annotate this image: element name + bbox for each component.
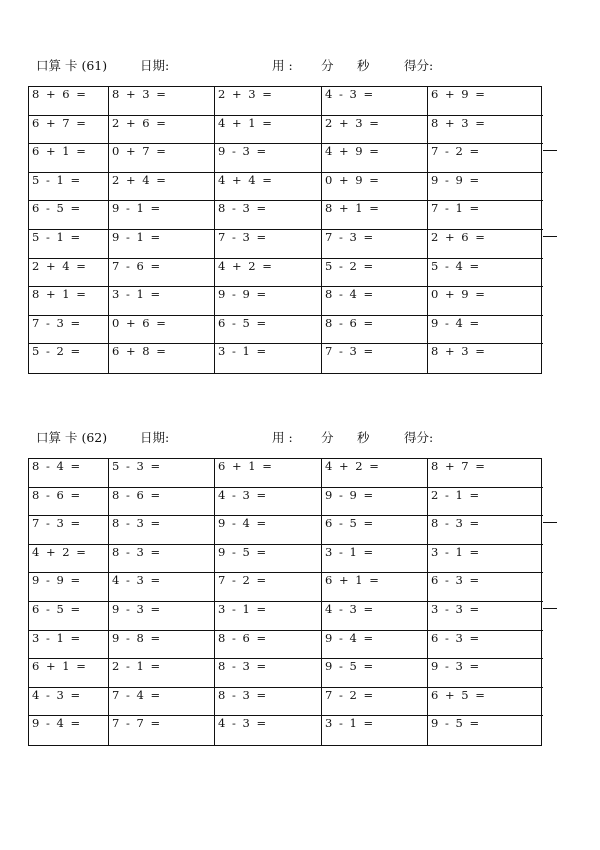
problem-cell: 8 - 3 =: [215, 659, 322, 688]
margin-tick: [543, 608, 557, 609]
card-title: 口算 卡 (62): [36, 430, 108, 445]
problem-cell: 6 - 3 =: [428, 631, 543, 660]
problem-cell: 9 - 3 =: [109, 602, 215, 631]
time-used-label: 用 :: [272, 58, 293, 73]
problem-cell: 7 - 3 =: [322, 344, 428, 373]
problem-cell: 9 - 1 =: [109, 230, 215, 259]
problem-cell: 2 - 1 =: [428, 488, 543, 517]
problem-cell: 8 - 4 =: [322, 287, 428, 316]
problem-cell: 7 - 3 =: [29, 516, 109, 545]
problem-cell: 3 - 1 =: [322, 545, 428, 574]
problem-cell: 4 + 9 =: [322, 144, 428, 173]
problem-cell: 8 - 6 =: [29, 488, 109, 517]
problem-cell: 8 - 3 =: [109, 516, 215, 545]
problem-cell: 7 - 3 =: [215, 230, 322, 259]
problem-cell: 2 + 4 =: [109, 173, 215, 202]
problem-cell: 4 - 3 =: [215, 716, 322, 745]
problem-cell: 7 - 3 =: [322, 230, 428, 259]
problem-cell: 8 - 6 =: [109, 488, 215, 517]
problem-cell: 8 + 1 =: [322, 201, 428, 230]
problem-cell: 9 - 4 =: [428, 316, 543, 345]
problem-grid: [28, 458, 542, 746]
problem-cell: 8 - 3 =: [109, 545, 215, 574]
seconds-label: 秒: [357, 430, 370, 445]
problem-cell: 2 - 1 =: [109, 659, 215, 688]
problem-cell: 7 - 2 =: [322, 688, 428, 717]
margin-tick: [543, 150, 557, 151]
problem-cell: 4 + 1 =: [215, 116, 322, 145]
card-title: 口算 卡 (61): [36, 58, 108, 73]
problem-cell: 9 - 4 =: [29, 716, 109, 745]
problem-cell: 4 - 3 =: [215, 488, 322, 517]
problem-cell: 9 - 5 =: [322, 659, 428, 688]
problem-cell: 8 + 7 =: [428, 459, 543, 488]
arithmetic-card-61: [28, 56, 542, 374]
problem-cell: 6 + 1 =: [29, 144, 109, 173]
problem-grid: [28, 86, 542, 374]
problem-cell: 9 - 3 =: [428, 659, 543, 688]
score-label: 得分:: [404, 58, 434, 73]
problem-cell: 8 - 6 =: [322, 316, 428, 345]
problem-cell: 9 - 5 =: [431, 716, 481, 731]
problem-cell: 9 - 3 =: [215, 144, 322, 173]
problem-cell: 4 + 2 =: [29, 545, 109, 574]
problem-cell: 4 + 2 =: [215, 259, 322, 288]
problem-cell: 6 - 5 =: [215, 316, 322, 345]
problem-cell: 4 - 3 =: [109, 573, 215, 602]
problem-cell: 8 + 1 =: [29, 287, 109, 316]
problem-cell: 3 - 1 =: [29, 631, 109, 660]
problem-cell: 3 - 1 =: [109, 287, 215, 316]
problem-cell: 5 - 3 =: [109, 459, 215, 488]
problem-cell: 9 - 8 =: [109, 631, 215, 660]
problem-cell: 9 - 9 =: [322, 488, 428, 517]
problem-cell: 7 - 3 =: [29, 316, 109, 345]
problem-cell: 2 + 3 =: [215, 87, 322, 116]
problem-cell: 6 + 9 =: [428, 87, 543, 116]
problem-cell: 6 + 1 =: [29, 659, 109, 688]
time-used-label: 用 :: [272, 430, 293, 445]
problem-cell: 2 + 4 =: [29, 259, 109, 288]
problem-cell: 6 + 5 =: [428, 688, 543, 717]
card-header: [28, 56, 542, 86]
score-label: 得分:: [404, 430, 434, 445]
problem-cell: 8 + 3 =: [109, 87, 215, 116]
problem-cell: 7 - 4 =: [109, 688, 215, 717]
problem-cell: 8 + 3 =: [428, 116, 543, 145]
problem-cell: 5 - 2 =: [322, 259, 428, 288]
problem-cell: 7 - 2 =: [428, 144, 543, 173]
problem-cell: 9 - 9 =: [428, 173, 543, 202]
card-header: [28, 428, 542, 458]
problem-cell: 0 + 9 =: [428, 287, 543, 316]
problem-cell: 4 - 3 =: [322, 602, 428, 631]
problem-cell: 6 + 1 =: [215, 459, 322, 488]
problem-cell: 2 + 3 =: [322, 116, 428, 145]
problem-cell: 2 + 6 =: [428, 230, 543, 259]
date-label: 日期:: [140, 430, 170, 445]
problem-cell: 5 - 4 =: [428, 259, 543, 288]
problem-cell: 8 - 3 =: [215, 688, 322, 717]
minutes-label: 分: [321, 58, 334, 73]
problem-cell: 8 + 6 =: [29, 87, 109, 116]
problem-cell: 6 + 1 =: [322, 573, 428, 602]
problem-cell: 9 - 9 =: [29, 573, 109, 602]
problem-cell: 5 - 1 =: [29, 230, 109, 259]
problem-cell: 0 + 6 =: [109, 316, 215, 345]
problem-cell: 8 - 3 =: [428, 516, 543, 545]
problem-cell: 9 - 4 =: [322, 631, 428, 660]
problem-cell: 3 - 3 =: [428, 602, 543, 631]
problem-cell: 9 - 9 =: [215, 287, 322, 316]
margin-tick: [543, 522, 557, 523]
problem-cell: 9 - 1 =: [109, 201, 215, 230]
problem-cell: 8 - 4 =: [29, 459, 109, 488]
problem-cell: 2 + 6 =: [109, 116, 215, 145]
problem-cell: 4 + 4 =: [215, 173, 322, 202]
problem-cell: 4 - 3 =: [322, 87, 428, 116]
problem-cell: 6 + 8 =: [109, 344, 215, 373]
problem-cell: 6 + 7 =: [29, 116, 109, 145]
margin-tick: [543, 236, 557, 237]
problem-cell: 9 - 4 =: [215, 516, 322, 545]
problem-cell: 3 - 1 =: [215, 602, 322, 631]
problem-cell: 7 - 6 =: [109, 259, 215, 288]
problem-cell: 9 - 5 =: [215, 545, 322, 574]
problem-cell: 7 - 1 =: [428, 201, 543, 230]
problem-cell: 8 - 6 =: [215, 631, 322, 660]
problem-cell: 7 - 7 =: [109, 716, 215, 745]
minutes-label: 分: [321, 430, 334, 445]
seconds-label: 秒: [357, 58, 370, 73]
problem-cell: 6 - 3 =: [428, 573, 543, 602]
problem-cell: 8 - 3 =: [215, 201, 322, 230]
problem-cell: 5 - 2 =: [29, 344, 109, 373]
problem-cell: 6 - 5 =: [29, 201, 109, 230]
arithmetic-card-62: [28, 428, 542, 746]
problem-cell: 3 - 1 =: [322, 716, 428, 745]
problem-cell: 0 + 7 =: [109, 144, 215, 173]
problem-cell: 5 - 1 =: [29, 173, 109, 202]
problem-cell: 0 + 9 =: [322, 173, 428, 202]
problem-cell: 6 - 5 =: [29, 602, 109, 631]
problem-cell: 7 - 2 =: [215, 573, 322, 602]
problem-cell: 8 + 3 =: [431, 344, 487, 359]
problem-cell: 3 - 1 =: [428, 545, 543, 574]
problem-cell: 6 - 5 =: [322, 516, 428, 545]
problem-cell: 3 - 1 =: [215, 344, 322, 373]
problem-cell: 4 - 3 =: [29, 688, 109, 717]
date-label: 日期:: [140, 58, 170, 73]
problem-cell: 4 + 2 =: [322, 459, 428, 488]
